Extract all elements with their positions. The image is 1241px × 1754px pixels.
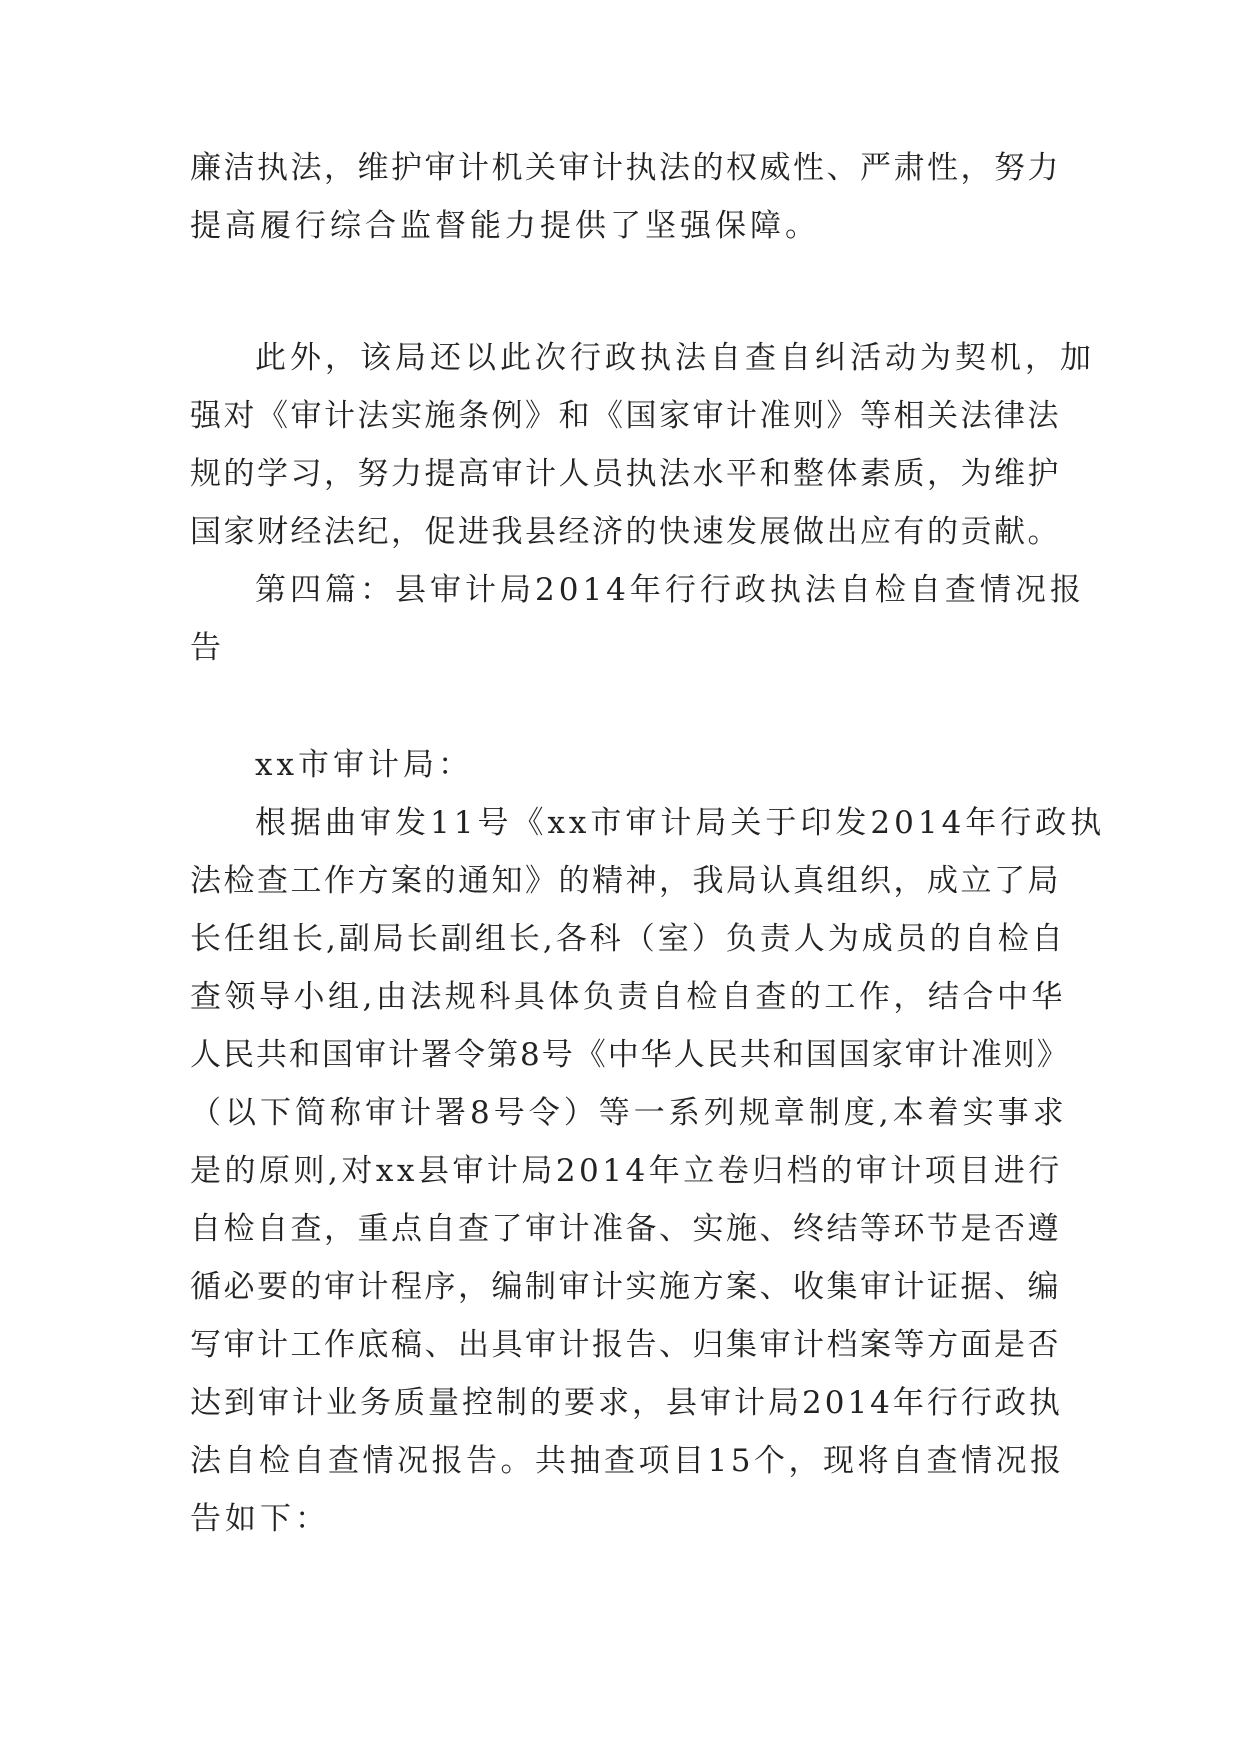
section-heading-line-2: 告: [190, 630, 225, 666]
body-line-11: 达到审计业务质量控制的要求，县审计局2014年行行政执: [190, 1385, 1063, 1421]
body-line-2: 法检查工作方案的通知》的精神，我局认真组织，成立了局: [190, 863, 1061, 899]
paragraph-1-line-2: 提高履行综合监督能力提供了坚强保障。: [190, 208, 820, 244]
body-line-10: 写审计工作底稿、出具审计报告、归集审计档案等方面是否: [190, 1327, 1061, 1363]
section-heading-line-1: 第四篇：县审计局2014年行行政执法自检自查情况报: [255, 572, 1085, 608]
paragraph-2-line-4: 国家财经法纪，促进我县经济的快速发展做出应有的贡献。: [190, 514, 1061, 550]
body-line-13: 告如下：: [190, 1501, 330, 1537]
body-line-3: 长任组长,副局长副组长,各科（室）负责人为成员的自检自: [190, 921, 1066, 957]
salutation: xx市审计局：: [255, 747, 473, 783]
paragraph-2-line-1: 此外，该局还以此次行政执法自查自纠活动为契机，加: [255, 340, 1095, 376]
body-line-9: 循必要的审计程序，编制审计实施方案、收集审计证据、编: [190, 1269, 1061, 1305]
body-line-4: 查领导小组,由法规科具体负责自检自查的工作，结合中华: [190, 979, 1066, 1015]
body-line-8: 自检自查，重点自查了审计准备、实施、终结等环节是否遵: [190, 1211, 1061, 1247]
paragraph-2-line-3: 规的学习，努力提高审计人员执法水平和整体素质，为维护: [190, 456, 1061, 492]
body-line-5: 人民共和国审计署令第8号《中华人民共和国国家审计准则》: [190, 1037, 1070, 1073]
paragraph-1-line-1: 廉洁执法，维护审计机关审计执法的权威性、严肃性，努力: [190, 150, 1061, 186]
body-line-6: （以下简称审计署8号令）等一系列规章制度,本着实事求: [190, 1095, 1068, 1131]
body-line-12: 法自检自查情况报告。共抽查项目15个，现将自查情况报: [190, 1443, 1065, 1479]
paragraph-2-line-2: 强对《审计法实施条例》和《国家审计准则》等相关法律法: [190, 398, 1061, 434]
body-line-1: 根据曲审发11号《xx市审计局关于印发2014年行政执: [255, 805, 1106, 841]
body-line-7: 是的原则,对xx县审计局2014年立卷归档的审计项目进行: [190, 1153, 1063, 1189]
